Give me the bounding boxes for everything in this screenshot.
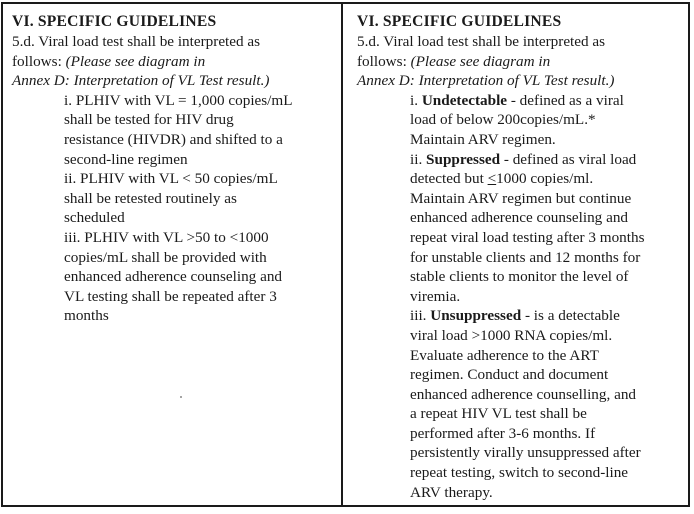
left-item-1-line: resistance (HIVDR) and shifted to a [64,130,283,148]
right-item-3-line: enhanced adherence counselling, and [410,385,637,403]
left-item-3-line: months [64,307,109,325]
right-item-2-l2-post: 1000 copies/ml. [496,170,594,188]
right-item-2-l2-pre: detected but [410,170,488,188]
right-item-2-line: viremia. [410,287,461,305]
right-item-3-first-line [410,306,687,326]
undetectable-term: Undetectable [421,91,508,109]
scan-speck [180,396,182,398]
left-item-2-line: scheduled [64,209,125,227]
right-item-3-line: performed after 3-6 months. If [410,424,596,442]
left-column [12,12,334,326]
less-equal-sign: < [487,170,497,188]
right-item-3-line: repeat testing, switch to second-line [410,464,629,482]
right-item-3-line: ARV therapy. [410,483,493,501]
right-item-2-prefix: ii. [410,150,427,168]
right-item-unsuppressed [357,306,687,502]
right-intro-follows: follows: [357,52,411,70]
right-item-1-line: Maintain ARV regimen. [410,130,556,148]
right-item-3-line: viral load >1000 RNA copies/ml. [410,326,613,344]
right-item-1-line: load of below 200copies/mL.* [410,111,596,129]
right-item-3-first-rest: - is a detectable [521,307,620,325]
right-item-1-prefix: i. [410,91,422,109]
right-item-3-line: persistently virally unsuppressed after [410,444,641,462]
right-item-3-prefix: iii. [410,307,431,325]
left-heading: VI. SPECIFIC GUIDELINES [12,13,217,30]
left-item-1-line: second-line regimen [64,150,188,168]
right-item-2-line: enhanced adherence counseling and [410,209,629,227]
unsuppressed-term: Unsuppressed [430,307,522,325]
right-item-3-line: a repeat HIV VL test shall be [410,405,587,423]
left-intro [12,32,334,91]
left-item-2 [12,169,334,228]
left-intro-italic-a: (Please see diagram in [65,52,206,70]
left-item-1 [12,91,334,169]
right-item-undetectable [357,91,687,150]
left-intro-line-1: 5.d. Viral load test shall be interpreted as [12,33,261,50]
column-divider [341,2,343,507]
right-item-3-line: regimen. Conduct and document [410,366,609,384]
right-heading: VI. SPECIFIC GUIDELINES [357,13,562,30]
left-item-3-line: copies/mL shall be provided with [64,248,267,266]
left-intro-follows: follows: [12,52,66,70]
suppressed-term: Suppressed [426,150,501,168]
right-item-2-first-rest: - defined as viral load [500,150,637,168]
right-item-2-first-line [410,150,687,170]
right-intro-line-1: 5.d. Viral load test shall be interpreted as [357,33,606,50]
left-intro-line-3: Annex D: Interpretation of VL Test result.) [12,72,270,90]
right-item-2-line: repeat viral load testing after 3 months [410,228,645,246]
left-item-3 [12,228,334,326]
left-item-2-line: ii. PLHIV with VL < 50 copies/mL [64,170,278,188]
left-item-3-line: iii. PLHIV with VL >50 to <1000 [64,228,269,246]
left-item-3-line: VL testing shall be repeated after 3 [64,287,277,305]
left-item-3-line: enhanced adherence counseling and [64,268,283,286]
right-item-2-second-line [410,169,687,189]
left-intro-line-2 [12,52,334,72]
right-item-2-line: for unstable clients and 12 months for [410,248,641,266]
right-column [357,12,687,502]
left-item-1-line: i. PLHIV with VL = 1,000 copies/mL [64,91,293,109]
left-item-1-line: shall be tested for HIV drug [64,111,234,129]
right-intro [357,32,687,91]
right-intro-line-2 [357,52,687,72]
right-item-1-first-line [410,91,687,111]
right-item-3-line: Evaluate adherence to the ART [410,346,599,364]
right-item-1-first-rest: - defined as a viral [507,91,624,109]
right-item-2-line: stable clients to monitor the level of [410,268,629,286]
left-item-2-line: shall be retested routinely as [64,189,237,207]
right-intro-italic-a: (Please see diagram in [410,52,551,70]
right-item-2-line: Maintain ARV regimen but continue [410,189,632,207]
right-item-suppressed [357,150,687,307]
right-intro-line-3: Annex D: Interpretation of VL Test result.) [357,72,615,90]
